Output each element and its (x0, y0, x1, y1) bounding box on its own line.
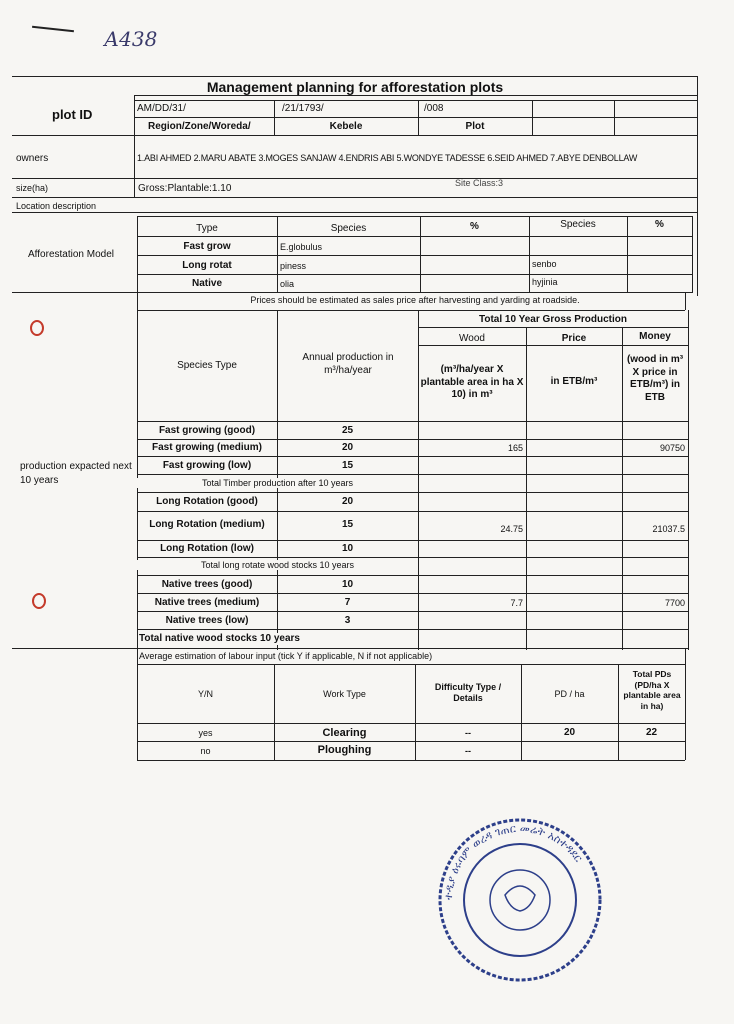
model-row-type: Native (191, 278, 222, 289)
production-row-annual: 3 (344, 615, 351, 626)
production-row-label: Long Rotation (medium) (149, 519, 265, 530)
owners-value: 1.ABI AHMED 2.MARU ABATE 3.MOGES SANJAW 4.ENDRIS ABI 5.WONDYE TADESSE 6.SEID AHMED 7.ABYE DENBOLLAW (137, 153, 638, 163)
production-row-money: 90750 (659, 443, 685, 453)
col-money-header: Money (639, 331, 671, 342)
production-row-annual: 7 (344, 597, 351, 608)
model-header-percent-1: % (470, 221, 479, 232)
production-row-annual: 10 (341, 579, 354, 590)
owners-label: owners (16, 153, 49, 164)
production-row-label: Fast growing (medium) (152, 442, 262, 453)
production-row-annual: 15 (341, 460, 354, 471)
model-row-type: Long rotat (182, 260, 232, 271)
production-row-money: 7700 (664, 598, 685, 608)
plot-region-code: AM/DD/31/ (137, 103, 186, 114)
plot-kebele-header: Kebele (329, 121, 363, 132)
production-row-wood: 165 (507, 443, 523, 453)
col-wood-subheader: (m³/ha/year X plantable area in ha X 10) in m³ (420, 364, 524, 400)
total-production-header: Total 10 Year Gross Production (478, 314, 627, 325)
labour-row-yn: yes (198, 728, 213, 738)
site-class: Site Class:3 (455, 178, 504, 188)
production-row-annual: 20 (341, 496, 354, 507)
labour-note: Average estimation of labour input (tick Y if applicable, N if not applicable) (139, 651, 433, 661)
labour-header-pd: PD / ha (554, 689, 585, 699)
labour-row-difficulty: -- (465, 728, 471, 738)
production-row-wood: 7.7 (510, 598, 523, 608)
page-title: Management planning for afforestation plots (206, 79, 504, 95)
handwritten-reference: А438 (104, 27, 158, 51)
model-header-species-1: Species (330, 223, 367, 234)
model-row-type: Fast grow (183, 241, 231, 252)
production-row-money: 21037.5 (652, 524, 685, 534)
plot-plot-header: Plot (465, 121, 485, 132)
col-wood-header: Wood (459, 333, 485, 344)
production-row-label: Native trees (low) (165, 615, 249, 626)
location-label: Location description (16, 201, 97, 211)
official-stamp (435, 815, 605, 985)
production-total-row: Total long rotate wood stocks 10 years (137, 560, 418, 570)
plot-region-header: Region/Zone/Woreda/ (148, 121, 251, 132)
size-value: Gross:Plantable:1.10 (138, 183, 232, 194)
production-row-label: Fast growing (good) (158, 425, 256, 436)
size-label: size(ha) (16, 183, 49, 193)
model-header-species-2: Species (560, 219, 596, 230)
production-total-row: Total Timber production after 10 years (137, 478, 418, 488)
labour-header-work: Work Type (323, 689, 366, 699)
labour-row-pd: 20 (563, 727, 576, 738)
labour-row-work: Ploughing (317, 744, 372, 756)
production-row-wood: 24.75 (500, 524, 523, 534)
model-header-type: Type (196, 223, 218, 234)
production-row-label: Long Rotation (low) (160, 543, 254, 554)
production-total-row: Total native wood stocks 10 years (139, 633, 304, 645)
col-price-subheader: in ETB/m³ (550, 376, 598, 387)
model-row-species-2: hyjinia (532, 277, 558, 287)
production-row-label: Long Rotation (good) (156, 496, 258, 507)
model-row-species: olia (280, 279, 295, 289)
production-row-label: Native trees (good) (161, 579, 253, 590)
labour-row-total: 22 (645, 727, 658, 738)
labour-header-total: Total PDs (PD/ha X plantable area in ha) (623, 669, 681, 711)
model-row-species-2: senbo (532, 259, 557, 269)
col-price-header: Price (561, 333, 587, 344)
production-row-annual: 10 (341, 543, 354, 554)
production-row-label: Native trees (medium) (154, 597, 260, 608)
col-annual-header: Annual production in m³/ha/year (302, 352, 394, 376)
production-section-label: production expacted next 10 years (20, 461, 132, 486)
production-row-annual: 25 (341, 425, 354, 436)
model-header-percent-2: % (655, 219, 664, 230)
prices-note: Prices should be estimated as sales price after harvesting and yarding at roadside. (250, 295, 580, 305)
labour-header-yn: Y/N (197, 689, 213, 699)
stamp-text: ተዲያ ዕሩባም ወረዳ ገጠር መሬት አስተዳደር (441, 821, 586, 901)
col-species-type-header: Species Type (177, 360, 237, 371)
labour-row-difficulty: -- (465, 746, 471, 756)
col-money-subheader: (wood in m³ X price in ETB/m³) in ETB (626, 354, 684, 403)
plot-kebele-code: /21/1793/ (282, 103, 324, 114)
pen-stroke (32, 26, 74, 32)
production-row-label: Fast growing (low) (162, 460, 252, 471)
labour-header-difficulty: Difficulty Type / Details (434, 682, 502, 704)
plot-number: /008 (424, 103, 444, 114)
production-row-annual: 15 (341, 519, 354, 530)
model-row-species: piness (280, 261, 307, 271)
model-row-species: E.globulus (280, 242, 323, 252)
punch-hole-mark (30, 320, 44, 336)
punch-hole-mark (32, 593, 46, 609)
plot-id-label: plot ID (52, 107, 93, 122)
labour-row-yn: no (200, 746, 211, 756)
labour-row-work: Clearing (322, 727, 367, 739)
afforestation-model-label: Afforestation Model (28, 249, 114, 260)
production-row-annual: 20 (341, 442, 354, 453)
